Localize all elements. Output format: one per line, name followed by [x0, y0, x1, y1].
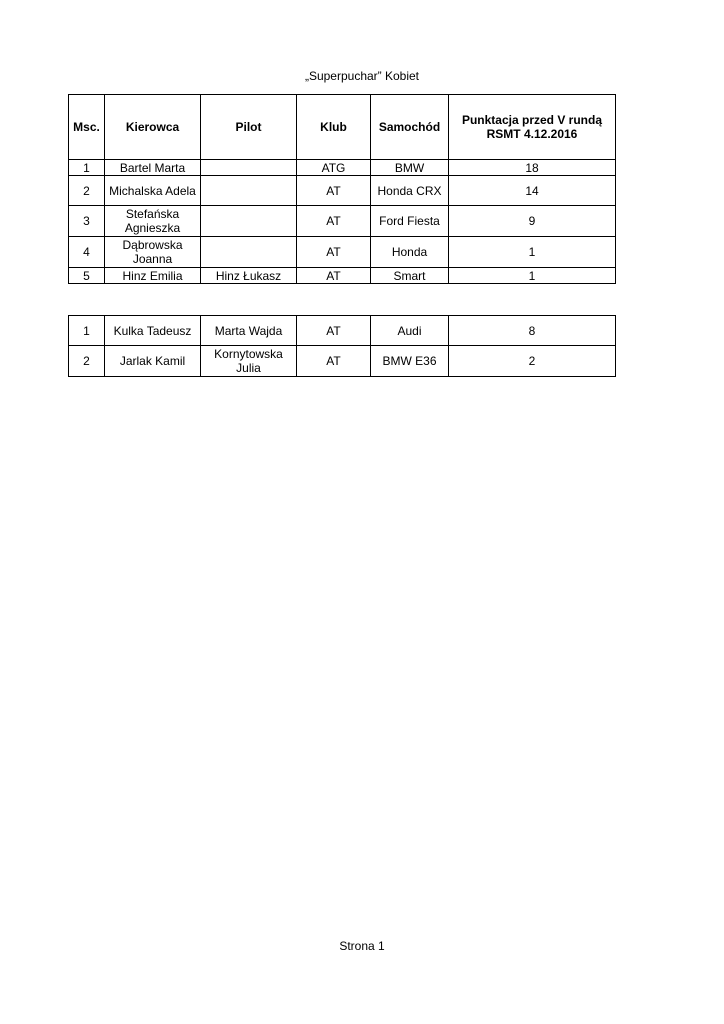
cell-driver: Jarlak Kamil — [105, 346, 201, 377]
cell-points: 2 — [449, 346, 616, 377]
header-position: Msc. — [69, 95, 105, 160]
cell-points: 18 — [449, 160, 616, 176]
cell-points: 1 — [449, 268, 616, 284]
cell-pilot: Marta Wajda — [201, 316, 297, 346]
cell-pilot — [201, 206, 297, 237]
cell-car: Honda CRX — [371, 176, 449, 206]
cell-position: 1 — [69, 316, 105, 346]
table-row — [69, 316, 616, 346]
cell-driver: Stefańska Agnieszka — [105, 206, 201, 237]
table-row — [69, 160, 616, 176]
cell-driver: Kulka Tadeusz — [105, 316, 201, 346]
second-results-table — [68, 315, 616, 377]
table-row — [69, 206, 616, 237]
cell-club: AT — [297, 268, 371, 284]
cell-club: AT — [297, 316, 371, 346]
cell-club: AT — [297, 237, 371, 268]
cell-points: 9 — [449, 206, 616, 237]
cell-driver: Michalska Adela — [105, 176, 201, 206]
cell-pilot: Kornytowska Julia — [201, 346, 297, 377]
cell-pilot: Hinz Łukasz — [201, 268, 297, 284]
cell-car: Honda — [371, 237, 449, 268]
cell-driver: Dąbrowska Joanna — [105, 237, 201, 268]
cell-points: 14 — [449, 176, 616, 206]
cell-club: AT — [297, 206, 371, 237]
cell-club: AT — [297, 346, 371, 377]
cell-car: Smart — [371, 268, 449, 284]
cell-points: 8 — [449, 316, 616, 346]
cell-position: 1 — [69, 160, 105, 176]
cell-position: 2 — [69, 346, 105, 377]
cell-car: BMW E36 — [371, 346, 449, 377]
page-number: Strona 1 — [339, 939, 385, 953]
cell-driver: Bartel Marta — [105, 160, 201, 176]
cell-club: AT — [297, 176, 371, 206]
table-row — [69, 176, 616, 206]
cell-car: BMW — [371, 160, 449, 176]
table-row — [69, 237, 616, 268]
document-title: „Superpuchar” Kobiet — [304, 69, 420, 83]
cell-position: 5 — [69, 268, 105, 284]
cell-pilot — [201, 160, 297, 176]
cell-car: Ford Fiesta — [371, 206, 449, 237]
header-pilot: Pilot — [201, 95, 297, 160]
header-car: Samochód — [371, 95, 449, 160]
cell-driver: Hinz Emilia — [105, 268, 201, 284]
cell-points: 1 — [449, 237, 616, 268]
cell-position: 2 — [69, 176, 105, 206]
table-header-row — [69, 95, 616, 160]
table-row — [69, 346, 616, 377]
cell-club: ATG — [297, 160, 371, 176]
cell-position: 4 — [69, 237, 105, 268]
cell-position: 3 — [69, 206, 105, 237]
cell-pilot — [201, 237, 297, 268]
header-points: Punktacja przed V rundą RSMT 4.12.2016 — [449, 95, 616, 160]
cell-pilot — [201, 176, 297, 206]
table-row — [69, 268, 616, 284]
cell-car: Audi — [371, 316, 449, 346]
header-club: Klub — [297, 95, 371, 160]
header-driver: Kierowca — [105, 95, 201, 160]
results-table — [68, 94, 616, 284]
